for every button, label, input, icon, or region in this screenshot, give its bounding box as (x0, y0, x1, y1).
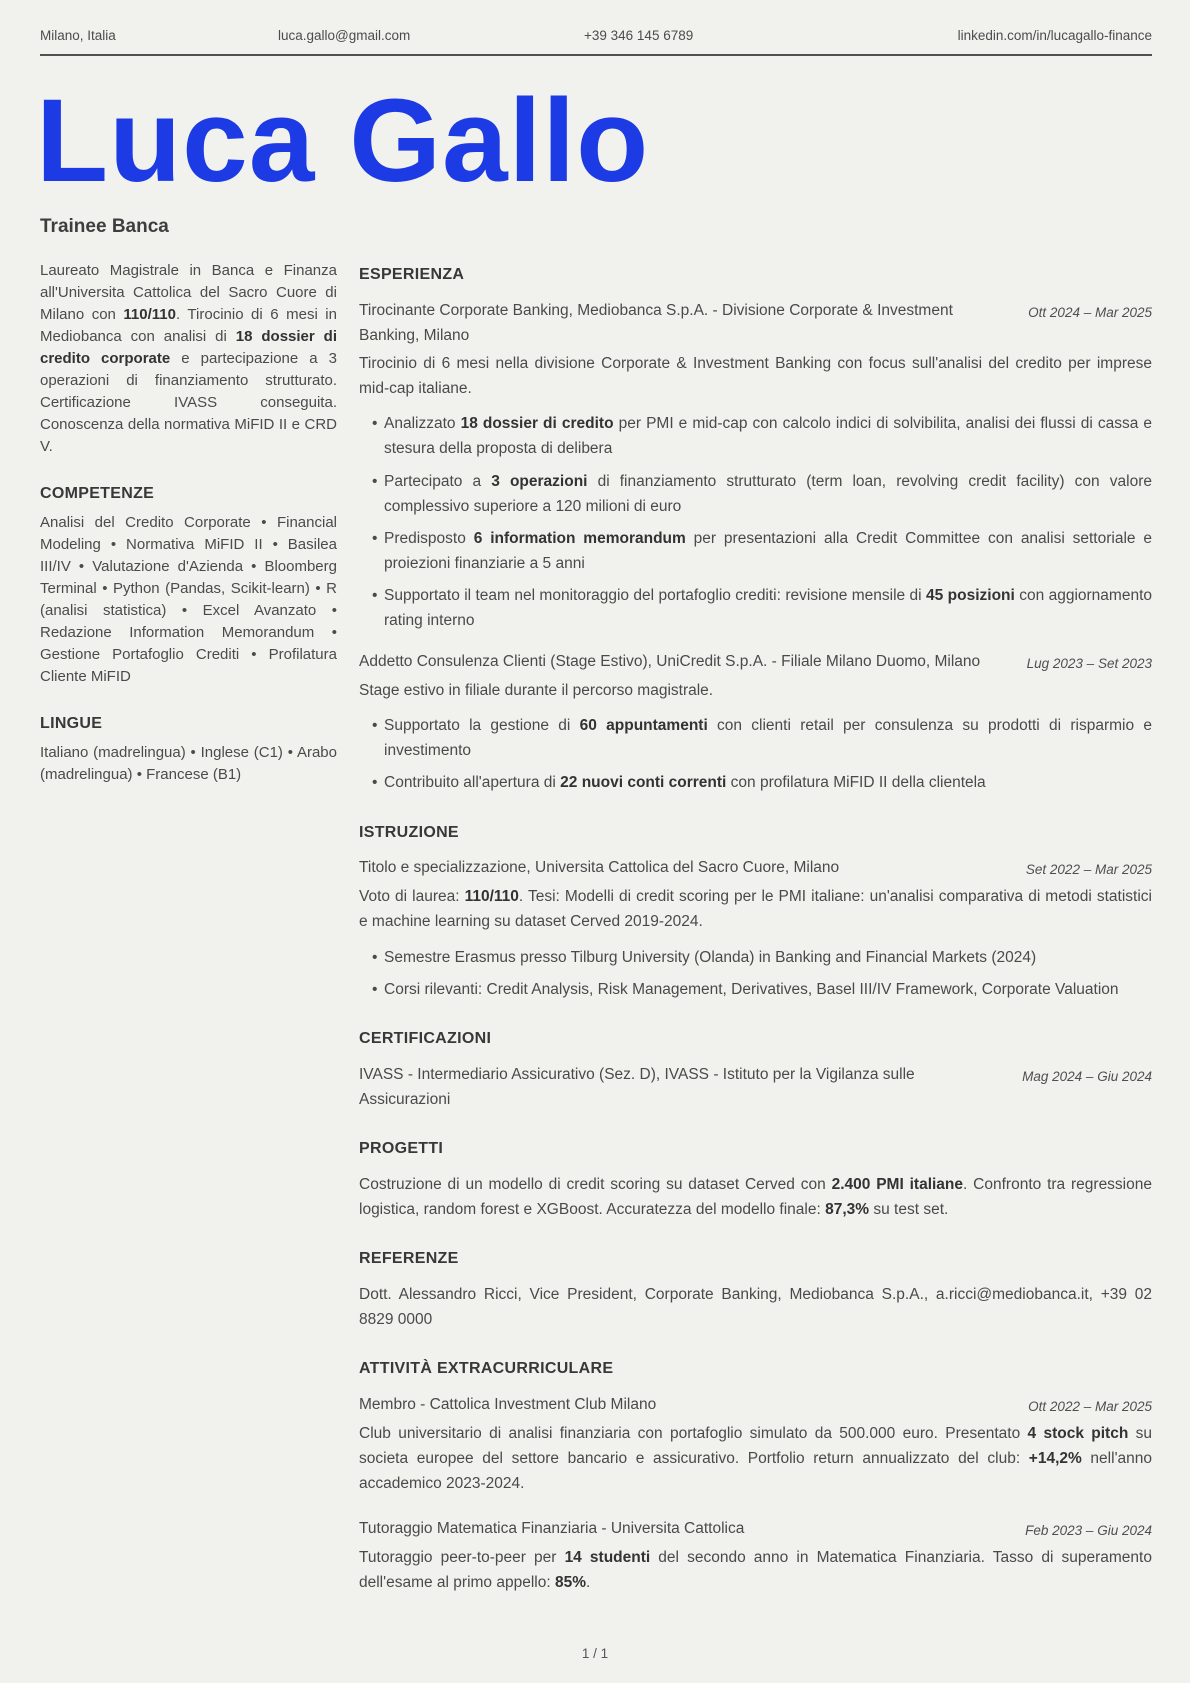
bullet-item: • Predisposto 6 information memorandum per presentazioni alla Credit Committee con analisi settoriale e proiezioni finanziarie a 5 anni (359, 526, 1152, 576)
certification-entry (359, 1062, 1152, 1112)
competenze-heading: COMPETENZE (40, 485, 155, 503)
lingue-heading: LINGUE (40, 715, 103, 733)
entry-bullets (359, 411, 1152, 633)
entry-title: Addetto Consulenza Clienti (Stage Estivo), UniCredit S.p.A. - Filiale Milano Duomo, Milano (359, 653, 981, 671)
contact-location: Milano, Italia (40, 28, 116, 43)
entry-bullets (359, 945, 1152, 1002)
referenze-paragraph: Dott. Alessandro Ricci, Vice President, Corporate Banking, Mediobanca S.p.A., a.ricci@mediobanca.it, +39 02 8829 0000 (359, 1285, 1152, 1328)
entry-description: Stage estivo in filiale durante il percorso magistrale. (359, 682, 714, 700)
experience-entry (359, 649, 1152, 795)
entry-header (359, 855, 1152, 881)
activity-entry (359, 1516, 1152, 1595)
bullet-item: • Semestre Erasmus presso Tilburg University (Olanda) in Banking and Financial Markets (2024) (359, 945, 1152, 970)
header-divider (40, 54, 1152, 56)
attivita-heading: ATTIVITÀ EXTRACURRICULARE (359, 1360, 614, 1378)
entry-date: Set 2022 – Mar 2025 (1025, 862, 1152, 878)
entry-date: Lug 2023 – Set 2023 (1026, 656, 1152, 672)
entry-header (359, 649, 1152, 675)
entry-description: Tirocinio di 6 mesi nella divisione Corporate & Investment Banking con focus sull'analisi del credito per imprese mid-cap italiane. (359, 355, 1152, 398)
entry-header (359, 298, 1152, 348)
entry-title: Tutoraggio Matematica Finanziaria - Universita Cattolica (359, 1520, 745, 1538)
section-referenze (359, 1246, 1152, 1332)
istruzione-heading: ISTRUZIONE (359, 823, 459, 841)
section-certificazioni (359, 1026, 1152, 1112)
contact-linkedin: linkedin.com/in/lucagallo-finance (957, 28, 1152, 43)
entry-date: Feb 2023 – Giu 2024 (1025, 1523, 1152, 1539)
page-number: 1 / 1 (581, 1646, 609, 1661)
bullet-item: • Corsi rilevanti: Credit Analysis, Risk Management, Derivatives, Basel III/IV Framework, Corporate Valuation (359, 977, 1152, 1002)
entry-date: Ott 2024 – Mar 2025 (1028, 304, 1152, 320)
entry-header (359, 1516, 1152, 1542)
contact-phone: +39 346 145 6789 (584, 28, 694, 43)
entry-description: Voto di laurea: 110/110. Tesi: Modelli di credit scoring per le PMI italiane: un'analisi comparativa di metodi statistici e machine learning su dataset Cerved 2019-2024. (359, 888, 1152, 931)
bullet-item: • Supportato il team nel monitoraggio del portafoglio crediti: revisione mensile di 45 posizioni con aggiornamento rating interno (359, 583, 1152, 633)
entry-title: Tirocinante Corporate Banking, Mediobanca S.p.A. - Divisione Corporate & Investment Banking, Milano (359, 301, 953, 345)
content-columns (40, 260, 1152, 1595)
entry-description: Tutoraggio peer-to-peer per 14 studenti del secondo anno in Matematica Finanziaria. Tasso di superamento dell'esame al primo appello: 85%. (359, 1549, 1152, 1592)
sidebar (40, 260, 337, 1595)
progetti-heading: PROGETTI (359, 1139, 444, 1157)
entry-date: Mag 2024 – Giu 2024 (1022, 1068, 1152, 1084)
referenze-heading: REFERENZE (359, 1249, 459, 1267)
summary-paragraph: Laureato Magistrale in Banca e Finanza all'Universita Cattolica del Sacro Cuore di Milano con 110/110. Tirocinio di 6 mesi in Mediobanca con analisi di 18 dossier di credito corporate e partecipazione a 3 operazioni di finanziamento strutturato. Certificazione IVASS conseguita. Conoscenza della normativa MiFID II e CRD V. (40, 262, 337, 456)
bullet-item: • Partecipato a 3 operazioni di finanziamento strutturato (term loan, revolving credit facility) con valore complessivo superiore a 120 milioni di euro (359, 469, 1152, 519)
section-progetti (359, 1136, 1152, 1222)
section-attivita-extracurriculare (359, 1356, 1152, 1595)
section-istruzione (359, 820, 1152, 1002)
main-column (359, 260, 1152, 1595)
competenze-text: Analisi del Credito Corporate • Financial Modeling • Normativa MiFID II • Basilea III/IV • Valutazione d'Azienda • Bloomberg Terminal • Python (Pandas, Scikit-learn) • R (analisi statistica) • Excel Avanzato • Redazione Information Memorandum • Gestione Portafoglio Crediti • Profilatura Cliente MiFID (40, 513, 337, 686)
entry-header (359, 1392, 1152, 1418)
candidate-name: Luca Gallo (36, 75, 650, 207)
candidate-job-title: Trainee Banca (40, 216, 169, 237)
esperienza-heading: ESPERIENZA (359, 266, 465, 283)
contact-email: luca.gallo@gmail.com (278, 28, 411, 43)
activity-entry (359, 1392, 1152, 1496)
bullet-item: • Supportato la gestione di 60 appuntamenti con clienti retail per consulenza su prodotti di risparmio e investimento (359, 713, 1152, 763)
entry-title: Membro - Cattolica Investment Club Milano (359, 1396, 657, 1413)
entry-title: Titolo e specializzazione, Universita Cattolica del Sacro Cuore, Milano (359, 859, 840, 877)
section-esperienza (359, 262, 1152, 796)
certificazioni-heading: CERTIFICAZIONI (359, 1029, 492, 1047)
entry-title: IVASS - Intermediario Assicurativo (Sez. D), IVASS - Istituto per la Vigilanza sulle Assicurazioni (359, 1065, 915, 1108)
contact-bar (40, 24, 1152, 43)
entry-description: Club universitario di analisi finanziaria con portafoglio simulato da 500.000 euro. Presentato 4 stock pitch su societa europee del settore bancario e assicurativo. Portfolio return annualizzato del club: +14,2% nell'anno accademico 2023-2024. (359, 1424, 1153, 1493)
bullet-item: • Analizzato 18 dossier di credito per PMI e mid-cap con calcolo indici di solvibilita, analisi dei flussi di cassa e stesura della proposta di delibera (359, 411, 1152, 461)
bullet-item: • Contribuito all'apertura di 22 nuovi conti correnti con profilatura MiFID II della clientela (359, 770, 1152, 795)
entry-bullets (359, 713, 1152, 795)
progetti-paragraph: Costruzione di un modello di credit scoring su dataset Cerved con 2.400 PMI italiane. Confronto tra regressione logistica, random forest e XGBoost. Accuratezza del modello finale: 87,3% su test set. (359, 1175, 1152, 1218)
education-entry (359, 855, 1152, 1001)
entry-header (359, 1062, 1152, 1112)
lingue-text: Italiano (madrelingua) • Inglese (C1) • Arabo (madrelingua) • Francese (B1) (40, 743, 337, 783)
entry-date: Ott 2022 – Mar 2025 (1028, 1399, 1152, 1414)
experience-entry (359, 298, 1152, 633)
